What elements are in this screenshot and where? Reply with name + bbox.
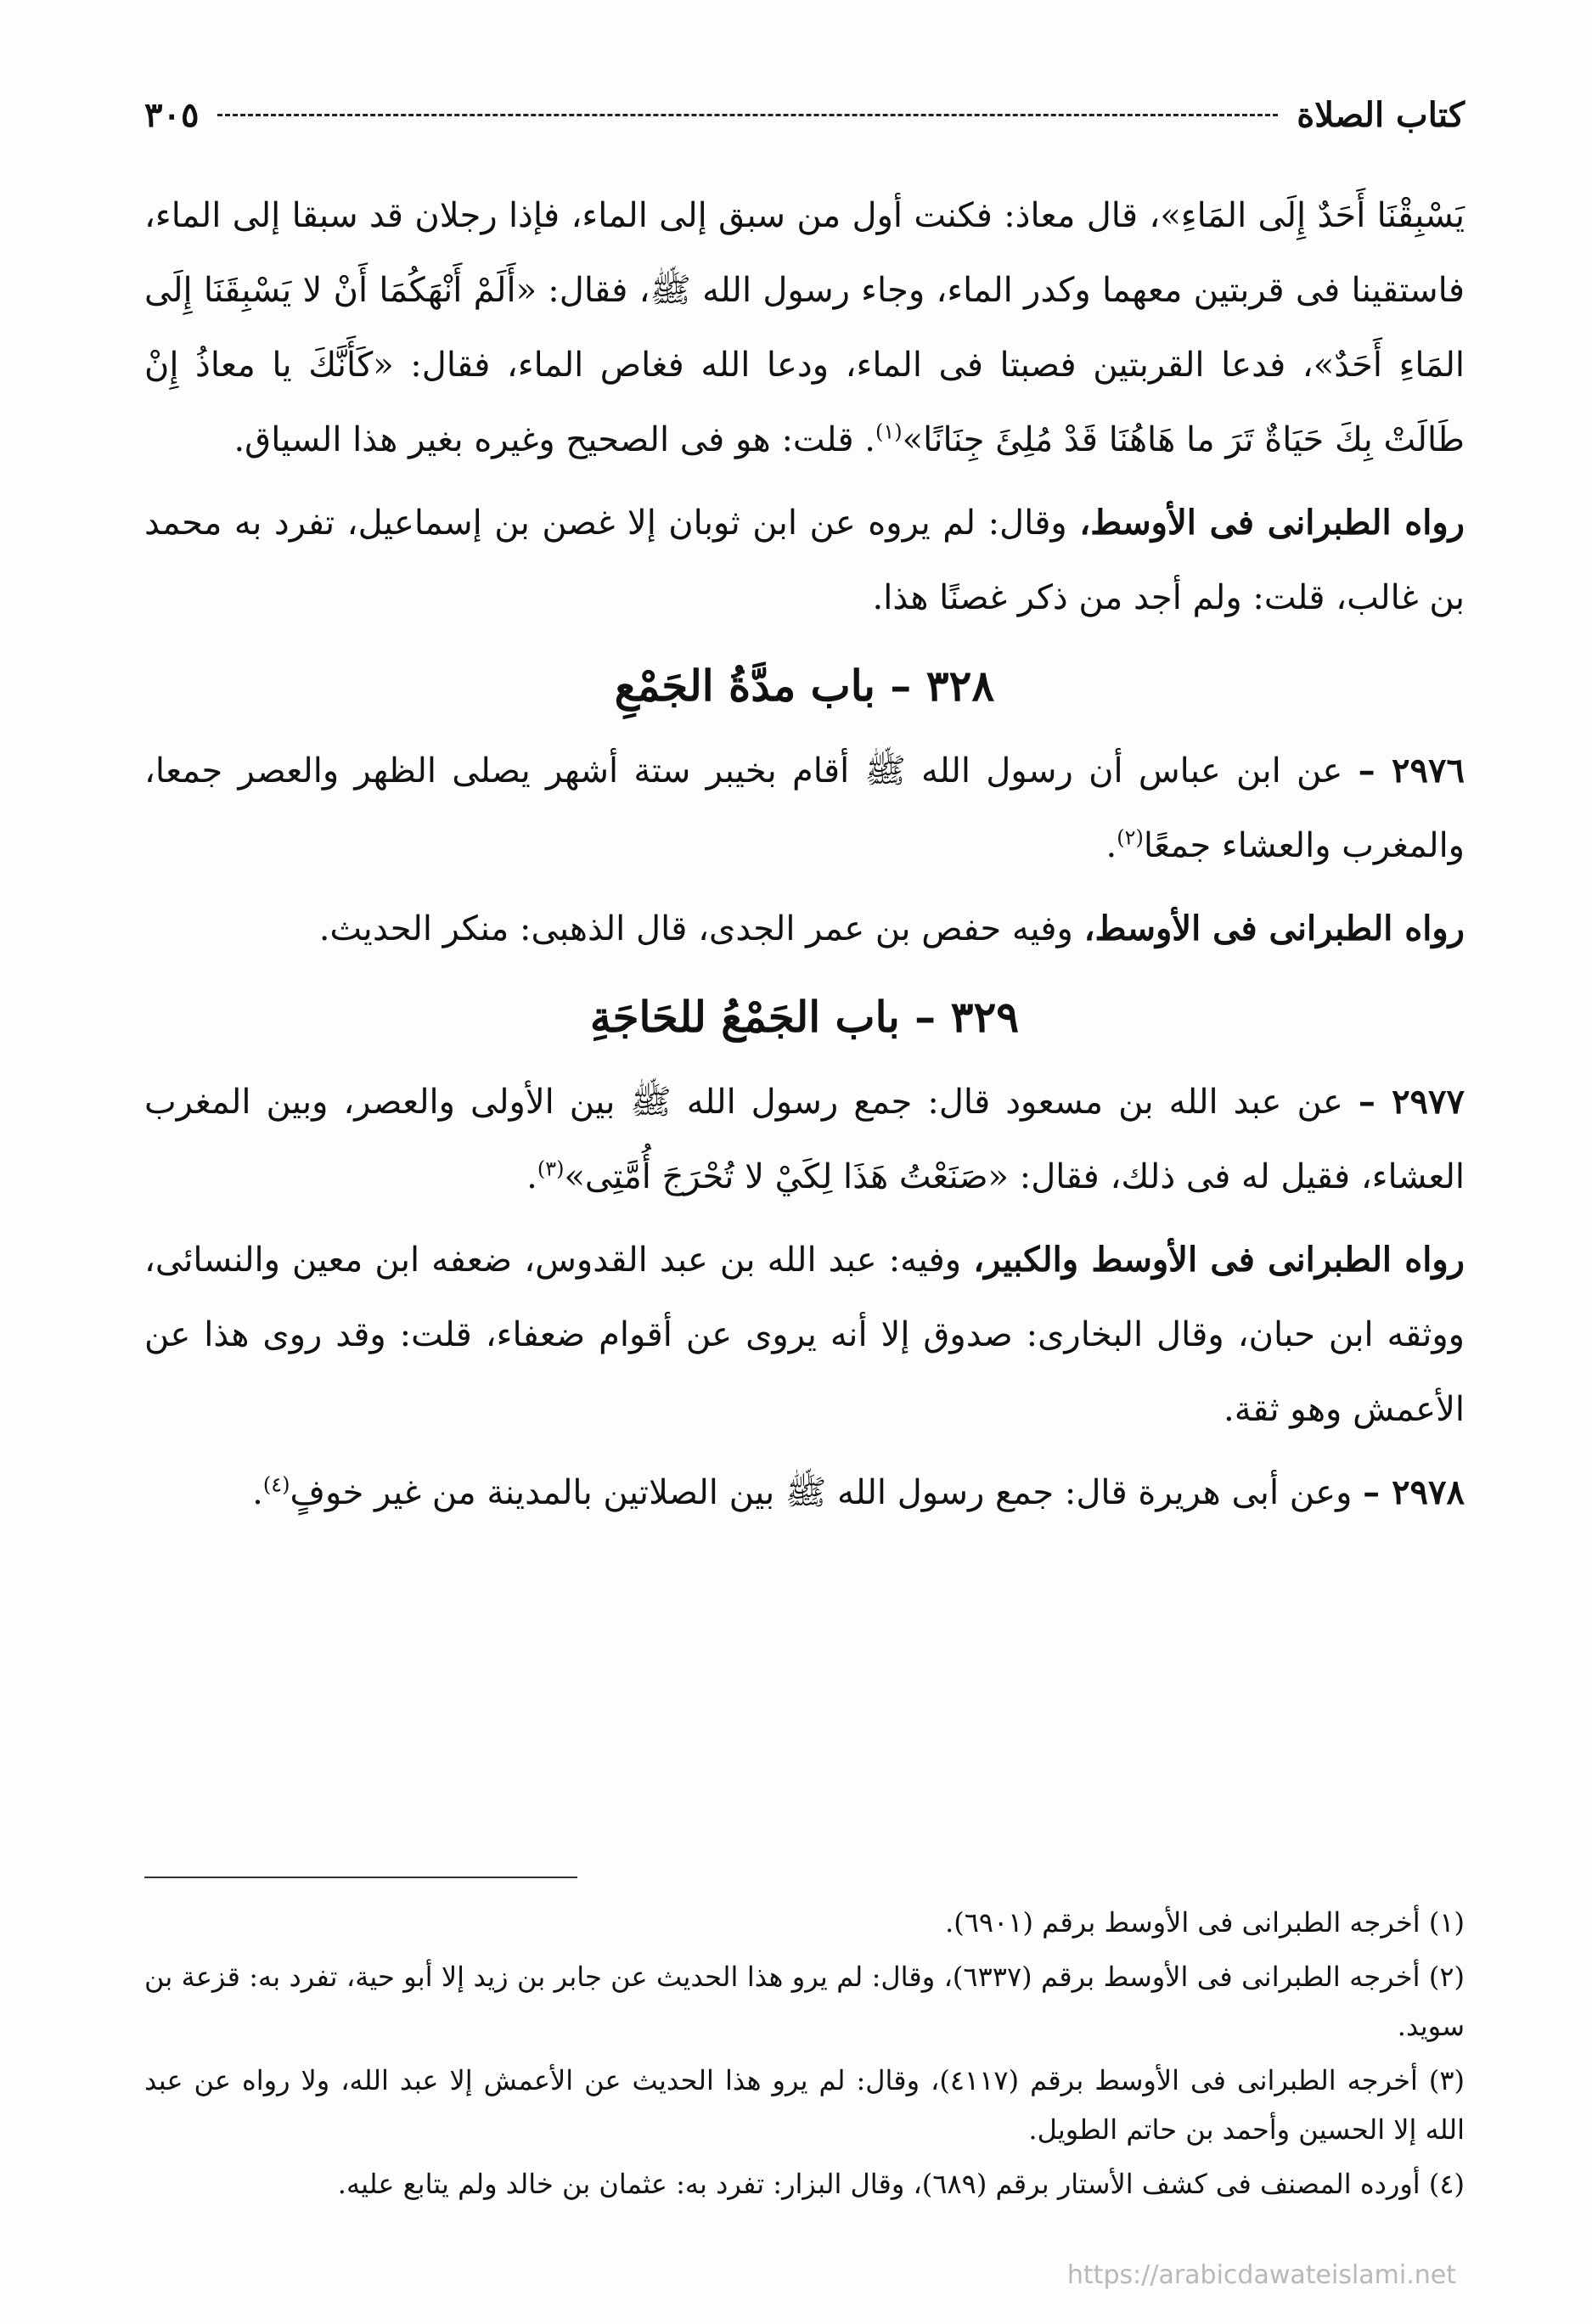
hadith-number: ٢٩٧٦ – [1358,751,1465,791]
footnote-ref-1[interactable]: (١) [875,419,903,444]
paragraph-commentary [144,486,1465,635]
source-attribution: رواه الطبرانى فى الأوسط، [1079,503,1465,543]
paragraph-text: وقال: لم يروه عن ابن ثوبان إلا غصن بن إسماعيل، تفرد به محمد بن غالب، قلت: ولم أجد من ذكر غصنًا هذا. [144,504,1465,617]
page-body [144,178,1465,1539]
paragraph-tail: . [252,1473,263,1512]
source-attribution: رواه الطبرانى فى الأوسط والكبير، [973,1240,1465,1280]
section-heading-328: ٣٢٨ – باب مدَّةُ الجَمْعِ [614,661,995,711]
paragraph-tail: . [1105,826,1117,865]
footnote-2: (٢) أخرجه الطبرانى فى الأوسط برقم (٦٣٣٧)، وقال: لم يرو هذا الحديث عن جابر بن زيد إلا أبو حية، تفرد به: قزعة بن سويد. [144,1961,1465,2042]
paragraph-text: يَسْبِقْنَا أَحَدٌ إِلَى المَاءِ»، قال معاذ: فكنت أول من سبق إلى الماء، فإذا رجلان قد سبقا إلى الماء، فاستقينا فى قربتين معهما وكدر الماء، وجاء رسول الله ﷺ، فقال: «أَلَمْ أَنْهَكُمَا أَنْ لا يَسْبِقَنَا إِلَى المَاءِ أَحَدٌ»، فدعا القربتين فصبتا فى الماء، ودعا الله فغاص الماء، فقال: «كَأَنَّكَ يا معاذُ إِنْ طَالَتْ بِكَ حَيَاةٌ تَرَ ما هَاهُنَا قَدْ مُلِئَ جِنَانًا» [144,196,1465,459]
source-attribution: رواه الطبرانى فى الأوسط، [1083,909,1465,948]
footnote-4: (٤) أورده المصنف فى كشف الأستار برقم (٦٨٩)، وقال البزار: تفرد به: عثمان بن خالد ولم يتابع عليه. [337,2168,1465,2200]
footnote-ref-3[interactable]: (٣) [537,1156,565,1181]
hadith-2978 [144,1455,1465,1530]
hadith-text: عن ابن عباس أن رسول الله ﷺ أقام بخيبر ستة أشهر يصلى الظهر والعصر جمعا، والمغرب والعشاء جمعًا [144,751,1465,865]
header-dashed-rule [217,114,1278,116]
hadith-2977 [144,1065,1465,1214]
chapter-title: كتاب الصلاة [1297,94,1465,135]
hadith-text: وعن أبى هريرة قال: جمع رسول الله ﷺ بين الصلاتين بالمدينة من غير خوفٍ [290,1473,1364,1512]
footnote-3: (٣) أخرجه الطبرانى فى الأوسط برقم (٤١١٧)، وقال: لم يرو هذا الحديث عن الأعمش إلا عبد الله، ولا رواه عن عبد الله إلا الحسين وأحمد بن حاتم الطويل. [144,2064,1465,2146]
running-header [144,81,1465,149]
paragraph-commentary [144,892,1465,966]
paragraph-text: وفيه: عبد الله بن عبد القدوس، ضعفه ابن معين والنسائى، ووثقه ابن حبان، وقال البخارى: صدوق إلا أنه يروى عن أقوام ضعفاء، قلت: وقد روى هذا عن الأعمش وهو ثقة. [144,1241,1465,1429]
footnote-ref-4[interactable]: (٤) [262,1472,290,1497]
footnote-separator [144,1877,577,1878]
paragraph-commentary [144,1223,1465,1447]
hadith-2976 [144,734,1465,883]
hadith-text: عن عبد الله بن مسعود قال: جمع رسول الله ﷺ بين الأولى والعصر، وبين المغرب العشاء، فقيل له فى ذلك، فقال: «صَنَعْتُ هَذَا لِكَيْ لا تُحْرَجَ أُمَّتِى» [144,1083,1465,1196]
paragraph-tail: . [526,1157,537,1196]
page-number: ٣٠٥ [144,94,200,135]
footnote-1: (١) أخرجه الطبرانى فى الأوسط برقم (٦٩٠١). [945,1906,1465,1939]
paragraph-hadith-continuation [144,178,1465,477]
footnote-ref-2[interactable]: (٢) [1117,825,1144,850]
paragraph-tail: . قلت: هو فى الصحيح وغيره بغير هذا السياق. [233,420,876,459]
paragraph-text: وفيه حفص بن عمر الجدى، قال الذهبى: منكر الحديث. [318,909,1084,948]
hadith-number: ٢٩٧٨ – [1363,1472,1465,1512]
hadith-number: ٢٩٧٧ – [1358,1082,1465,1122]
watermark-url: https://arabicdawateislami.net [1066,2260,1456,2290]
book-page [144,81,1465,2305]
footnotes [144,1898,1465,2214]
section-heading-329: ٣٢٩ – باب الجَمْعُ للحَاجَةِ [589,992,1020,1042]
